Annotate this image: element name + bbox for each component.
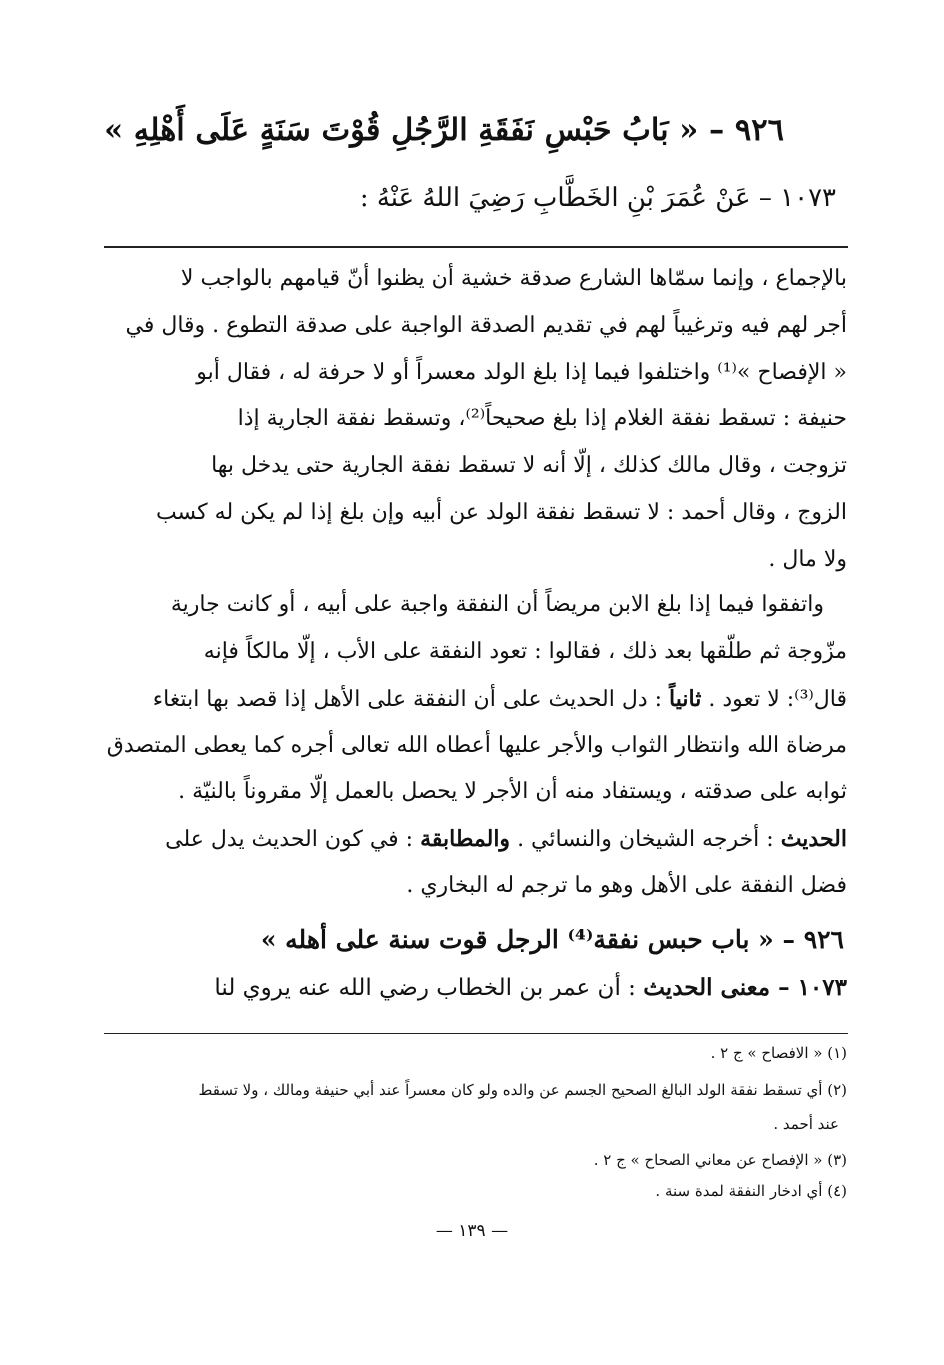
body-line-5: تزوجت ، وقال مالك كذلك ، إلّا أنه لا تسقط نفقة الجارية حتى يدخل بها [211,453,847,478]
body-line-12: ثوابه على صدقته ، ويستفاد منه أن الأجر لا يحصل بالعمل إلّا مقروناً بالنيّة . [178,779,847,804]
body-line-7: ولا مال . [768,547,847,572]
body-line-10-start: قال⁽³⁾: لا تعود . [708,687,847,712]
body-line-10 [153,686,847,712]
footnote-3: (٣) « الإفصاح عن معاني الصحاح » ج ٢ . [593,1151,847,1169]
hadith-intro: ١٠٧٣ – عَنْ عُمَرَ بْنِ الخَطَّابِ رَضِيَ اللهُ عَنْهُ : [359,183,836,213]
footnote-2-cont: عند أحمد . [773,1115,839,1133]
hadith-source-label: الحديث [780,826,847,852]
summary-hadith-label: ١٠٧٣ – معنى الحديث [643,974,847,1001]
body-line-10-end: : دل الحديث على أن النفقة على الأهل إذا قصد بها ابتغاء [152,687,663,712]
body-line-2: أجر لهم فيه وترغيباً لهم في تقديم الصدقة الواجبة على صدقة التطوع . وقال في [125,313,847,338]
body-line-8: واتفقوا فيما إذا بلغ الابن مريضاً أن النفقة واجبة على أبيه ، أو كانت جارية [170,592,824,617]
correspondence-label: والمطابقة [420,826,511,852]
body-line-3: « الإفصاح »⁽¹⁾ واختلفوا فيما إذا بلغ الولد معسراً أو لا حرفة له ، فقال أبو [196,360,847,385]
chapter-title: ٩٢٦ – « بَابُ حَبْسِ نَفَقَةِ الرَّجُلِ قُوْتَ سَنَةٍ عَلَى أَهْلِهِ » [104,112,784,148]
body-line-4: حنيفة : تسقط نفقة الغلام إذا بلغ صحيحاً⁽²⁾، وتسقط نفقة الجارية إذا [237,406,847,431]
hadith-source-text: : أخرجه الشيخان والنسائي . [517,827,774,852]
summary-hadith-text: : أن عمر بن الخطاب رضي الله عنه يروي لنا [214,975,636,1001]
summary-chapter-title: ٩٢٦ – « باب حبس نفقة⁽⁴⁾ الرجل قوت سنة على أهله » [260,925,844,954]
body-line-13 [165,826,847,852]
second-point-label: ثانياً [669,686,702,712]
summary-hadith-line [214,974,847,1001]
footnote-4: (٤) أي ادخار النفقة لمدة سنة . [655,1182,847,1200]
correspondence-text: : في كون الحديث يدل على [165,827,414,852]
body-line-1: بالإجماع ، وإنما سمّاها الشارع صدقة خشية أن يظنوا أنّ قيامهم بالواجب لا [180,266,847,291]
body-line-11: مرضاة الله وانتظار الثواب والأجر عليها أعطاه الله تعالى أجره كما يعطى المتصدق [106,733,847,758]
footnote-1: (١) « الافصاح » ج ٢ . [710,1044,847,1062]
body-line-14: فضل النفقة على الأهل وهو ما ترجم له البخاري . [406,873,847,898]
header-divider [104,246,848,248]
footnote-divider [104,1033,848,1034]
footnote-2: (٢) أي تسقط نفقة الولد البالغ الصحيح الجسم عن والده ولو كان معسراً عند أبي حنيفة ومالك ، ولا تسقط [198,1081,847,1099]
body-line-9: مزّوجة ثم طلّقها بعد ذلك ، فقالوا : تعود النفقة على الأب ، إلّا مالكاً فإنه [203,639,847,664]
body-line-6: الزوج ، وقال أحمد : لا تسقط نفقة الولد عن أبيه وإن بلغ إذا لم يكن له كسب [155,500,847,525]
page-number: — ١٣٩ — [435,1221,509,1241]
